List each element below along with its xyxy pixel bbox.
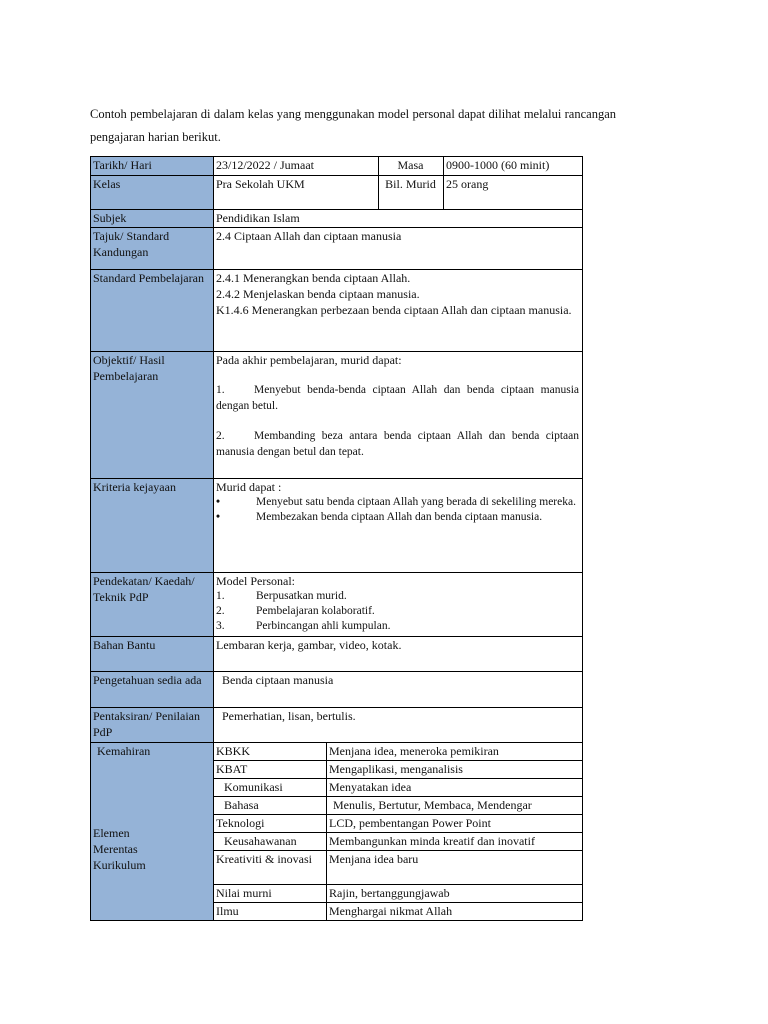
bullet-icon: • <box>216 496 221 508</box>
kemahiran-text: Kemahiran <box>97 744 151 758</box>
list-item <box>216 495 579 510</box>
pendekatan-list <box>216 589 579 634</box>
objektif-number: 1. <box>216 384 225 396</box>
row-tajuk <box>91 228 583 270</box>
label-tajuk: Tajuk/ Standard Kandungan <box>91 228 214 270</box>
label-kemahiran <box>91 743 214 761</box>
pendekatan-number: 3. <box>216 620 225 632</box>
label-blank <box>91 885 214 903</box>
pentaksiran-text: Pemerhatian, lisan, bertulis. <box>222 709 356 723</box>
objektif-text: Menyebut benda-benda ciptaan Allah dan benda ciptaan manusia dengan betul. <box>216 384 579 412</box>
pendekatan-text: Berpusatkan murid. <box>256 590 347 602</box>
label-blank <box>91 797 214 815</box>
label-masa: Masa <box>379 157 444 176</box>
row-pengetahuan <box>91 672 583 708</box>
value-subjek: Pendidikan Islam <box>214 210 583 228</box>
row-ilmu <box>91 903 583 921</box>
label-blank <box>91 903 214 921</box>
list-item <box>216 604 579 619</box>
elemen-key <box>214 833 327 851</box>
elemen-key-text: Bahasa <box>224 798 259 812</box>
value-pendekatan <box>214 573 583 637</box>
value-kelas: Pra Sekolah UKM <box>214 176 379 210</box>
list-item <box>216 510 579 525</box>
row-teknologi <box>91 815 583 833</box>
objektif-intro: Pada akhir pembelajaran, murid dapat: <box>216 353 402 367</box>
elemen-key: Nilai murni <box>214 885 327 903</box>
elemen-key: Kreativiti & inovasi <box>214 851 327 885</box>
pendekatan-text: Perbincangan ahli kumpulan. <box>256 620 391 632</box>
row-kriteria <box>91 479 583 573</box>
row-bahan <box>91 637 583 672</box>
label-elemen <box>91 825 214 885</box>
elemen-key: KBAT <box>214 761 327 779</box>
value-bahan: Lembaran kerja, gambar, video, kotak. <box>214 637 583 672</box>
elemen-value: Rajin, bertanggungjawab <box>327 885 583 903</box>
elemen-key: KBKK <box>214 743 327 761</box>
value-pengetahuan <box>214 672 583 708</box>
intro-paragraph: Contoh pembelajaran di dalam kelas yang menggunakan model personal dapat dilihat melalui rancangan pengajaran harian berikut. <box>90 106 616 144</box>
row-standard <box>91 270 583 352</box>
objektif-item <box>216 382 579 414</box>
kriteria-text: Menyebut satu benda ciptaan Allah yang berada di sekeliling mereka. <box>256 496 576 508</box>
value-tarikh: 23/12/2022 / Jumaat <box>214 157 379 176</box>
standard-line: 2.4.1 Menerangkan benda ciptaan Allah. <box>216 271 411 285</box>
value-tajuk: 2.4 Ciptaan Allah dan ciptaan manusia <box>214 228 583 270</box>
row-komunikasi <box>91 779 583 797</box>
label-standard: Standard Pembelajaran <box>91 270 214 352</box>
row-bahasa <box>91 797 583 815</box>
elemen-value-text: Menulis, Bertutur, Membaca, Mendengar <box>333 798 532 812</box>
pendekatan-intro: Model Personal: <box>216 574 295 588</box>
pengetahuan-text: Benda ciptaan manusia <box>222 673 334 687</box>
row-pendekatan <box>91 573 583 637</box>
row-keusahawanan <box>91 833 583 851</box>
row-kelas <box>91 176 583 210</box>
label-pengetahuan: Pengetahuan sedia ada <box>91 672 214 708</box>
elemen-value: Menyatakan idea <box>327 779 583 797</box>
elemen-value: Mengaplikasi, menganalisis <box>327 761 583 779</box>
value-bil-murid: 25 orang <box>444 176 583 210</box>
lesson-plan-table <box>90 156 583 921</box>
elemen-value <box>327 797 583 815</box>
row-nilai <box>91 885 583 903</box>
kriteria-list <box>216 495 579 525</box>
value-pentaksiran <box>214 708 583 743</box>
objektif-text: Membanding beza antara benda ciptaan Allah dan benda ciptaan manusia dengan betul dan tepat. <box>216 430 579 458</box>
row-subjek <box>91 210 583 228</box>
list-item <box>216 619 579 634</box>
elemen-key: Teknologi <box>214 815 327 833</box>
kriteria-intro: Murid dapat : <box>216 480 282 494</box>
value-objektif <box>214 352 583 479</box>
label-tarikh: Tarikh/ Hari <box>91 157 214 176</box>
elemen-value: Menjana idea baru <box>327 851 583 885</box>
pendekatan-text: Pembelajaran kolaboratif. <box>256 605 375 617</box>
label-subjek: Subjek <box>91 210 214 228</box>
label-kelas: Kelas <box>91 176 214 210</box>
label-pentaksiran: Pentaksiran/ Penilaian PdP <box>91 708 214 743</box>
elemen-key: Ilmu <box>214 903 327 921</box>
elemen-value: Menjana idea, meneroka pemikiran <box>327 743 583 761</box>
kriteria-text: Membezakan benda ciptaan Allah dan benda ciptaan manusia. <box>256 511 543 523</box>
row-objektif <box>91 352 583 479</box>
objektif-item <box>216 428 579 460</box>
label-objektif: Objektif/ Hasil Pembelajaran <box>91 352 214 479</box>
elemen-value: LCD, pembentangan Power Point <box>327 815 583 833</box>
elemen-key <box>214 779 327 797</box>
elemen-key-text: Komunikasi <box>224 780 283 794</box>
label-bil-murid: Bil. Murid <box>379 176 444 210</box>
label-pendekatan: Pendekatan/ Kaedah/ Teknik PdP <box>91 573 214 637</box>
row-kbat <box>91 761 583 779</box>
elemen-value: Membangunkan minda kreatif dan inovatif <box>327 833 583 851</box>
bullet-icon: • <box>216 511 221 523</box>
objektif-number: 2. <box>216 430 225 442</box>
elemen-label-text: Elemen Merentas Kurikulum <box>93 825 146 872</box>
row-kbkk <box>91 743 583 761</box>
value-kriteria <box>214 479 583 573</box>
pendekatan-number: 2. <box>216 605 225 617</box>
row-tarikh <box>91 157 583 176</box>
elemen-value: Menghargai nikmat Allah <box>327 903 583 921</box>
list-item <box>216 589 579 604</box>
label-kriteria: Kriteria kejayaan <box>91 479 214 573</box>
elemen-key <box>214 797 327 815</box>
value-masa: 0900-1000 (60 minit) <box>444 157 583 176</box>
elemen-key-text: Keusahawanan <box>224 834 297 848</box>
pendekatan-number: 1. <box>216 590 225 602</box>
row-pentaksiran <box>91 708 583 743</box>
standard-line: K1.4.6 Menerangkan perbezaan benda ciptaan Allah dan ciptaan manusia. <box>216 303 572 317</box>
label-bahan: Bahan Bantu <box>91 637 214 672</box>
value-standard <box>214 270 583 352</box>
label-blank <box>91 761 214 779</box>
label-blank <box>91 779 214 797</box>
standard-line: 2.4.2 Menjelaskan benda ciptaan manusia. <box>216 287 420 301</box>
